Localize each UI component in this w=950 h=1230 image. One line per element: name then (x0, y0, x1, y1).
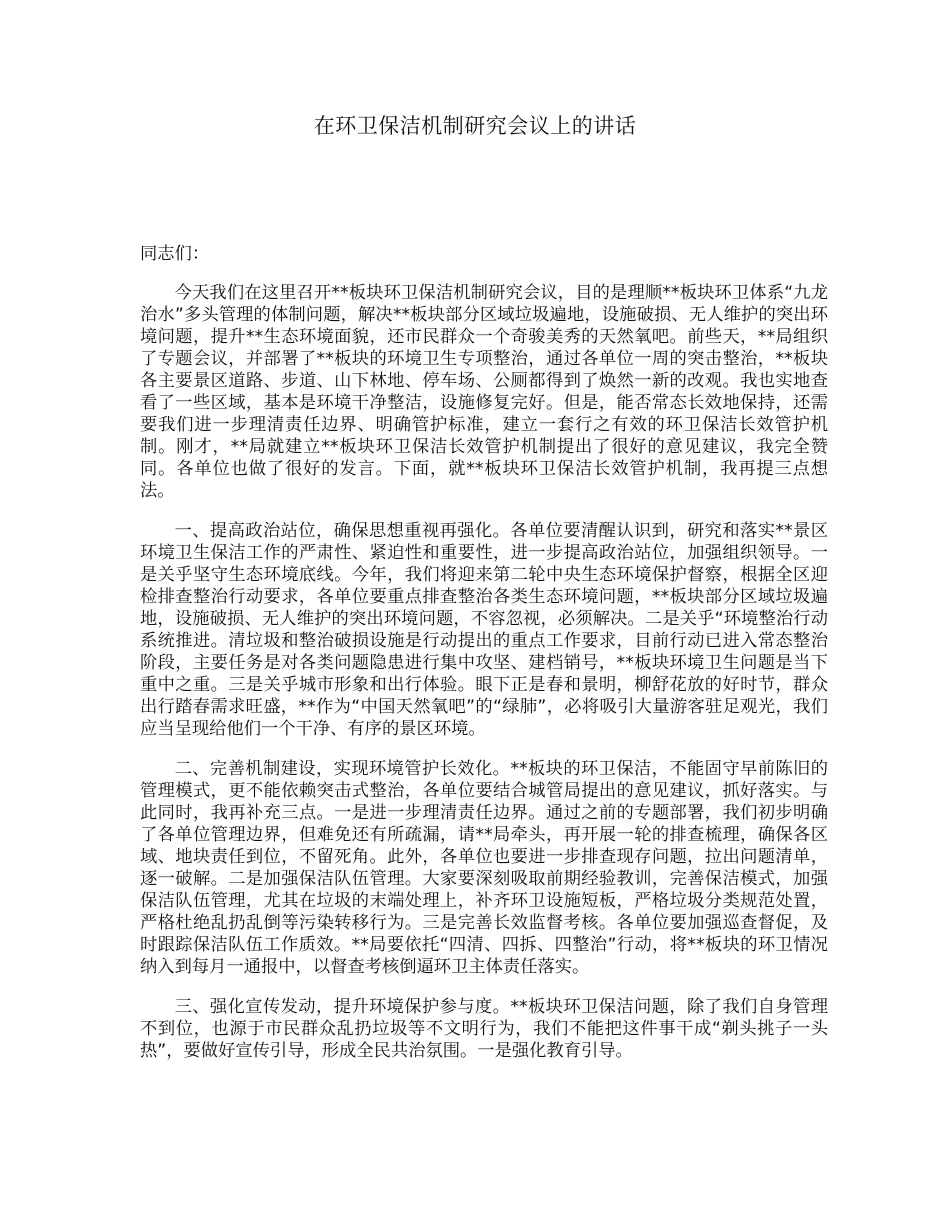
salutation: 同志们： (140, 244, 210, 264)
paragraph-point-two: 二、完善机制建设，实现环境管护长效化。**板块的环卫保洁，不能固守早前陈旧的管理模式，更不能依赖突击式整治，各单位要结合城管局提出的意见建议，抓好落实。与此同时，我再补充三点。一是进一步理清责任边界。通过之前的专题部署，我们初步明确了各单位管理边界，但难免还有所疏漏，请**局牵头，再开展一轮的排查梳理，确保各区域、地块责任到位，不留死角。此外，各单位也要进一步排查现存问题，拉出问题清单，逐一破解。二是加强保洁队伍管理。大家要深刻吸取前期经验教训，完善保洁模式，加强保洁队伍管理，尤其在垃圾的末端处理上，补齐环卫设施短板，严格垃圾分类规范处置，严格杜绝乱扔乱倒等污染转移行为。三是完善长效监督考核。各单位要加强巡查督促，及时跟踪保洁队伍工作质效。**局要依托“四清、四拆、四整治”行动，将**板块的环卫情况纳入到每月一通报中，以督查考核倒逼环卫主体责任落实。 (140, 759, 828, 977)
paragraph-intro: 今天我们在这里召开**板块环卫保洁机制研究会议，目的是理顺**板块环卫体系“九龙治水”多头管理的体制问题，解决**板块部分区域垃圾遍地，设施破损、无人维护的突出环境问题，提升**生态环境面貌，还市民群众一个奇骏美秀的天然氧吧。前些天，**局组织了专题会议，并部署了**板块的环境卫生专项整治，通过各单位一周的突击整治，**板块各主要景区道路、步道、山下林地、停车场、公厕都得到了焕然一新的改观。我也实地查看了一些区域，基本是环境干净整洁，设施修复完好。但是，能否常态长效地保持，还需要我们进一步理清责任边界、明确管护标准，建立一套行之有效的环卫保洁长效管护机制。刚才，**局就建立**板块环卫保洁长效管护机制提出了很好的意见建议，我完全赞同。各单位也做了很好的发言。下面，就**板块环卫保洁长效管护机制，我再提三点想法。 (140, 283, 828, 501)
document-title: 在环卫保洁机制研究会议上的讲话 (313, 114, 637, 138)
document-body (140, 243, 828, 1080)
paragraph-point-one: 一、提高政治站位，确保思想重视再强化。各单位要清醒认识到，研究和落实**景区环境卫生保洁工作的严肃性、紧迫性和重要性，进一步提高政治站位，加强组织领导。一是关乎坚守生态环境底线。今年，我们将迎来第二轮中央生态环境保护督察，根据全区迎检排查整治行动要求，各单位要重点排查整治各类生态环境问题，**板块部分区域垃圾遍地，设施破损、无人维护的突出环境问题，不容忽视，必须解决。二是关乎“环境整治行动系统推进。清垃圾和整治破损设施是行动提出的重点工作要求，目前行动已进入常态整治阶段，主要任务是对各类问题隐患进行集中攻坚、建档销号，**板块环境卫生问题是当下重中之重。三是关乎城市形象和出行体验。眼下正是春和景明，柳舒花放的好时节，群众出行踏春需求旺盛，**作为“中国天然氧吧”的“绿肺”，必将吸引大量游客驻足观光，我们应当呈现给他们一个干净、有序的景区环境。 (140, 521, 828, 739)
paragraph-point-three: 三、强化宣传发动，提升环境保护参与度。**板块环卫保洁问题，除了我们自身管理不到位，也源于市民群众乱扔垃圾等不文明行为，我们不能把这件事干成“剃头挑子一头热”，要做好宣传引导，形成全民共治氛围。一是强化教育引导。 (140, 997, 828, 1061)
